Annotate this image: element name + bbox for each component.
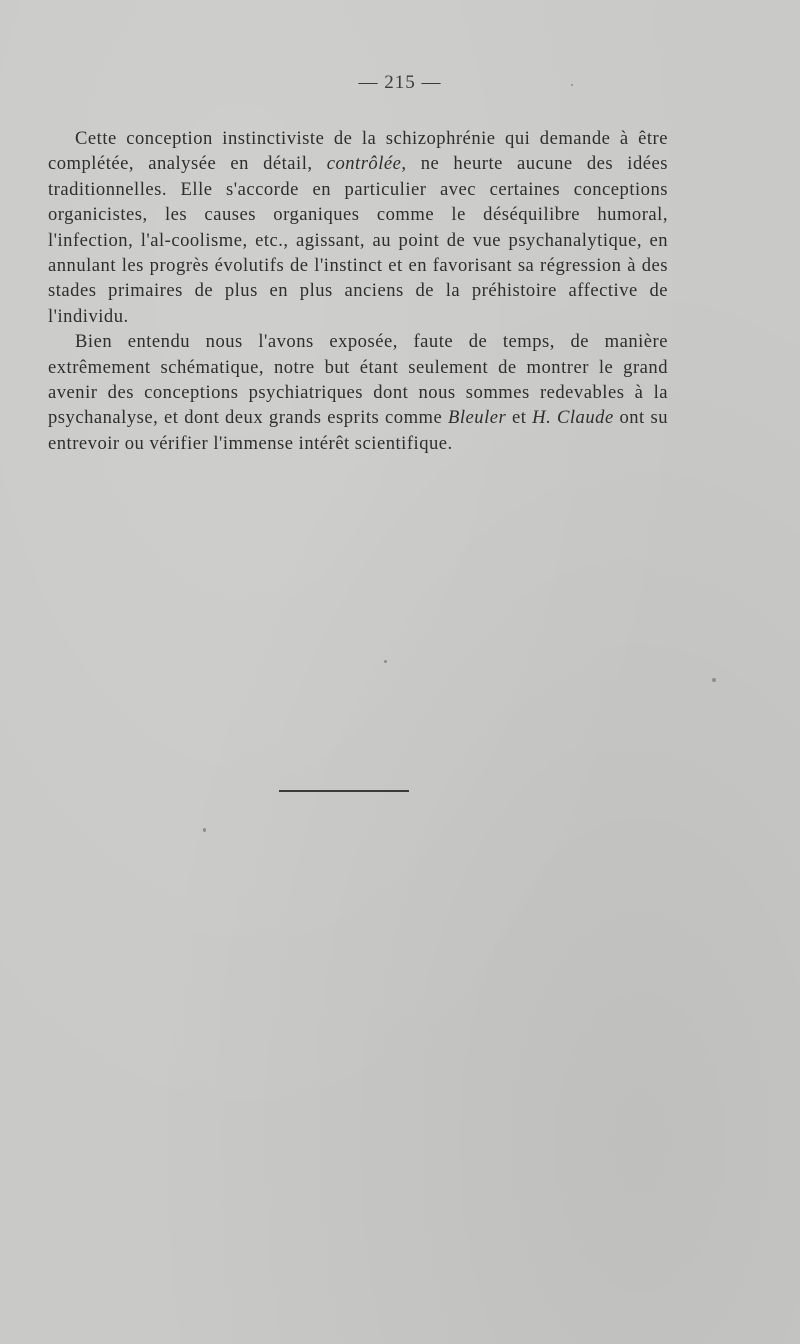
body-text <box>48 126 668 456</box>
text-run: ont su entrevoir ou vérifier l'immense intérêt scientifique. <box>48 407 668 454</box>
text-run: et <box>506 407 533 429</box>
paragraph <box>48 126 668 329</box>
author-name-bleuler: Bleuler <box>448 407 507 429</box>
section-end-rule <box>279 790 409 792</box>
paper-speck <box>712 678 716 682</box>
paper-speck <box>384 660 387 663</box>
text-run: ne heurte aucune des idées traditionnelles. Elle s'accorde en particulier avec certaines conceptions organicistes, les causes organiques comme le déséquilibre humoral, l'infection, l'al-coolisme, etc., agissant, au point de vue psychanalytique, en annulant les progrès évolutifs de l'instinct et en favorisant sa régression à des stades primaires de plus en plus anciens de la préhistoire affective de l'individu. <box>48 153 668 327</box>
text-run: Cette conception instinctiviste de la schizophrénie qui demande à être complétée, analysée en détail, <box>48 128 668 175</box>
emphasis-text: contrôlée, <box>326 153 407 175</box>
author-name-claude: H. Claude <box>532 407 614 429</box>
text-run: Bien entendu nous l'avons exposée, faute de temps, de manière extrêmement schématique, notre but étant seulement de montrer le grand avenir des conceptions psychiatriques dont nous sommes redevables à la psychanalyse, et dont deux grands esprits comme <box>48 331 668 429</box>
paper-speck <box>571 84 573 86</box>
paragraph <box>48 329 668 456</box>
page-number: — 215 — <box>358 72 442 93</box>
paper-speck <box>203 828 206 832</box>
